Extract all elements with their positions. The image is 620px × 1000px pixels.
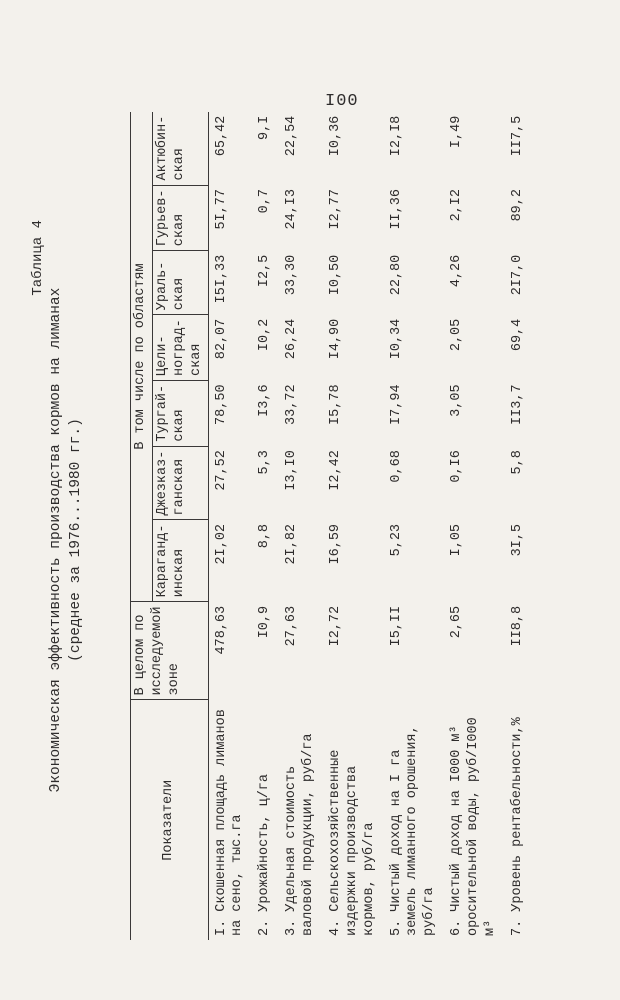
cell: 5,8 (509, 450, 525, 475)
cell: II,36 (388, 189, 404, 230)
cell: I0,2 (257, 318, 273, 352)
cell: I,05 (449, 523, 465, 557)
cell: 4,26 (449, 254, 465, 288)
cell: 5,23 (388, 523, 404, 557)
region-header: Ураль-ская (152, 251, 208, 315)
cell: I5,II (388, 605, 404, 647)
cell: 22,80 (388, 254, 404, 296)
row-label: 3. Удельная стоимость валовой продукции, руб/га (284, 733, 316, 936)
cell: I5I,33 (213, 254, 229, 304)
cell: II8,8 (509, 605, 525, 647)
table-title: Экономическая эффективность производства кормов на лиманах (48, 287, 64, 793)
cell: 65,42 (213, 115, 229, 157)
cell: 27,63 (284, 605, 300, 647)
cell: I6,59 (327, 523, 343, 565)
region-header: Актюбин-ская (152, 112, 208, 185)
region-header: Гурьев-ская (152, 185, 208, 251)
table-row (384, 112, 445, 940)
cell: 3I,5 (509, 523, 525, 557)
cell: 33,30 (284, 254, 300, 296)
cell: 2,65 (449, 605, 465, 639)
cell: 0,I6 (449, 450, 465, 483)
efficiency-table (130, 112, 532, 940)
cell: I3,I0 (284, 450, 300, 491)
cell: 0,7 (257, 189, 273, 214)
cell: 2I,02 (213, 523, 229, 565)
cell: 2I,82 (284, 523, 300, 565)
cell: 26,24 (284, 318, 300, 360)
row-label: I. Скошенная площадь лиманов на сено, тыс.га (213, 709, 246, 936)
total-header: В целом по исследуемой зоне (131, 602, 209, 700)
cell: I2,42 (327, 450, 343, 491)
cell: I0,50 (327, 254, 343, 296)
cell: 78,50 (213, 384, 229, 425)
cell: I2,5 (257, 254, 273, 288)
indicator-header: Показатели (131, 700, 209, 940)
region-header: Тургай-ская (152, 380, 208, 446)
cell: I5,78 (327, 384, 343, 425)
cell: I0,34 (388, 318, 404, 360)
cell: I3,6 (257, 384, 273, 417)
cell: 89,2 (509, 189, 525, 222)
row-label: 4. Сельскохозяйственные издержки производства кормов, руб/га (327, 749, 377, 936)
cell: 2,I2 (449, 189, 465, 222)
row-label: 5. Чистый доход на I га земель лиманного орошения, руб/га (388, 725, 438, 936)
cell: 9,I (257, 115, 273, 141)
page-number: I00 (325, 92, 359, 111)
cell: 8,8 (257, 523, 273, 549)
cell: I,49 (449, 115, 465, 149)
table-row (323, 112, 384, 940)
table-label: Таблица 4 (30, 220, 46, 296)
cell: 0,68 (388, 450, 404, 483)
row-label: 6. Чистый доход на I000 м³ оросительной воды, руб/I000 м³ (449, 717, 498, 936)
cell: 27,52 (213, 450, 229, 491)
region-header: Караганд-инская (152, 520, 208, 602)
table-subtitle: (среднее за 1976...1980 гг.) (68, 418, 84, 662)
cell: I2,72 (327, 605, 343, 647)
table-row (444, 112, 505, 940)
cell: II7,5 (509, 115, 525, 157)
cell: 22,54 (284, 115, 300, 157)
table-row (279, 112, 323, 940)
cell: I2,77 (327, 189, 343, 230)
cell: 82,07 (213, 318, 229, 360)
cell: I4,90 (327, 318, 343, 360)
table-row (252, 112, 279, 940)
rotated-table-block (30, 110, 590, 970)
cell: 24,I3 (284, 189, 300, 230)
cell: I2,I8 (388, 115, 404, 157)
cell: 2I7,0 (509, 254, 525, 296)
table-row (208, 112, 252, 940)
cell: II3,7 (509, 384, 525, 425)
cell: 5,3 (257, 450, 273, 475)
cell: I0,9 (257, 605, 273, 639)
row-label: 2. Урожайность, ц/га (257, 773, 273, 936)
cell: I0,36 (327, 115, 343, 157)
cell: 69,4 (509, 318, 525, 352)
cell: I7,94 (388, 384, 404, 425)
cell: 3,05 (449, 384, 465, 417)
table-row (505, 112, 532, 940)
regions-group-header: В том числе по областям (131, 112, 153, 602)
cell: 478,63 (213, 605, 229, 655)
cell: 5I,77 (213, 189, 229, 230)
cell: 2,05 (449, 318, 465, 352)
row-label: 7. Уровень рентабельности,% (509, 717, 525, 936)
cell: 33,72 (284, 384, 300, 425)
region-header: Джезказ-ганская (152, 446, 208, 520)
region-header: Цели-ноград-ская (152, 315, 208, 381)
